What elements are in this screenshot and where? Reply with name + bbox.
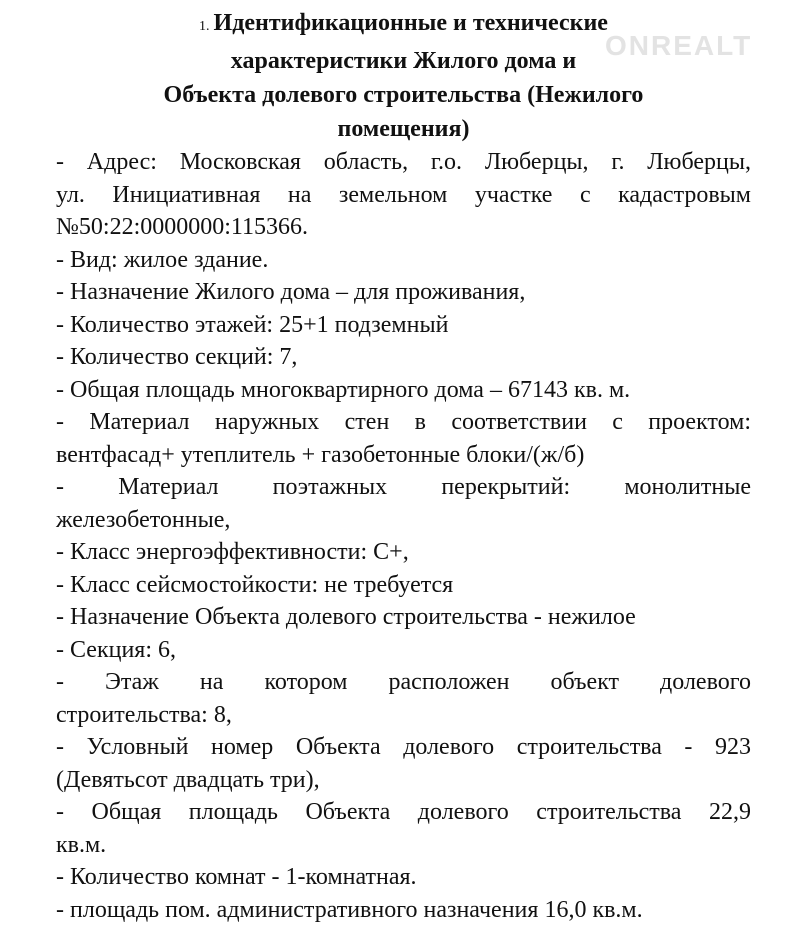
section-count: - Количество секций: 7, [56, 341, 751, 374]
watermark: ONREALT [605, 30, 752, 62]
section-heading [56, 6, 751, 146]
seismic-class: - Класс сейсмостойкости: не требуется [56, 569, 751, 602]
walls-line-1: - Материал наружных стен в соответствии с проектом: [56, 406, 751, 439]
address-line-2: ул. Инициативная на земельном участке с кадастровым [56, 179, 751, 212]
floor-line-1: - Этаж на котором расположен объект долевого [56, 666, 751, 699]
slabs-line-1: - Материал поэтажных перекрытий: монолитные [56, 471, 751, 504]
walls-line-2: вентфасад+ утеплитель + газобетонные блоки/(ж/б) [56, 439, 751, 472]
floor-count: - Количество этажей: 25+1 подземный [56, 309, 751, 342]
object-area-line-2: кв.м. [56, 829, 751, 862]
address-line-3: №50:22:0000000:115366. [56, 211, 751, 244]
number-line-2: (Девятьсот двадцать три), [56, 764, 751, 797]
building-type: - Вид: жилое здание. [56, 244, 751, 277]
slabs-line-2: железобетонные, [56, 504, 751, 537]
address-line-1: - Адрес: Московская область, г.о. Люберцы, г. Люберцы, [56, 146, 751, 179]
number-line-1: - Условный номер Объекта долевого строительства - 923 [56, 731, 751, 764]
admin-area: - площадь пом. административного назначения 16,0 кв.м. [56, 894, 751, 926]
heading-line-4: помещения) [56, 112, 751, 146]
heading-line-3: Объекта долевого строительства (Нежилого [56, 78, 751, 112]
document-page [56, 6, 751, 926]
total-area: - Общая площадь многоквартирного дома – 67143 кв. м. [56, 374, 751, 407]
room-count: - Количество комнат - 1-комнатная. [56, 861, 751, 894]
object-area-line-1: - Общая площадь Объекта долевого строительства 22,9 [56, 796, 751, 829]
building-purpose: - Назначение Жилого дома – для проживания, [56, 276, 751, 309]
object-purpose: - Назначение Объекта долевого строительства - нежилое [56, 601, 751, 634]
heading-line-1 [56, 6, 751, 44]
section-number: 1. [199, 19, 210, 34]
heading-line-2: характеристики Жилого дома и [56, 44, 751, 78]
section-number-item: - Секция: 6, [56, 634, 751, 667]
heading-text-1: Идентификационные и технические [214, 10, 608, 36]
floor-line-2: строительства: 8, [56, 699, 751, 732]
energy-class: - Класс энергоэффективности: С+, [56, 536, 751, 569]
